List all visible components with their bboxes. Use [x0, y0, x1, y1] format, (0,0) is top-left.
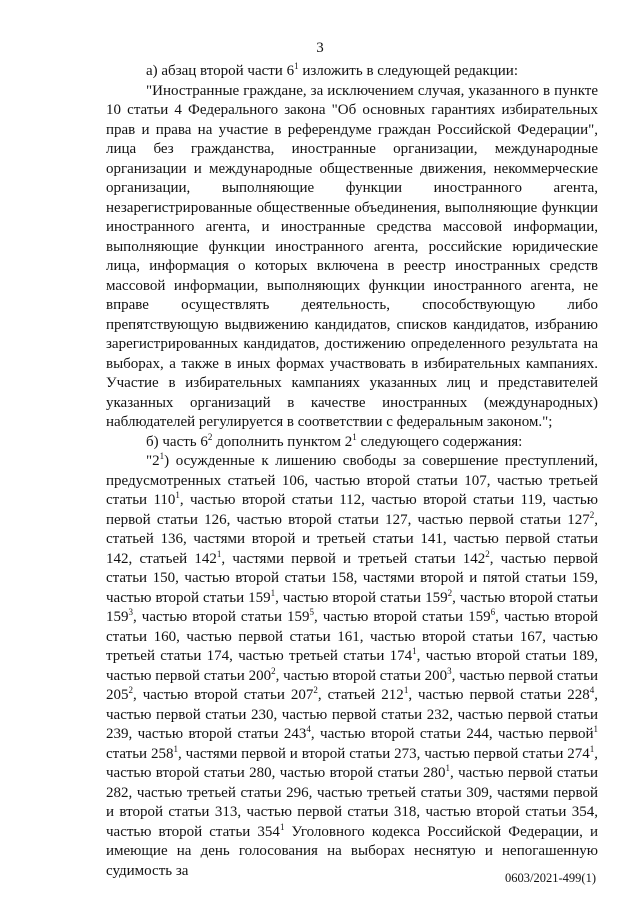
text-run: , частью второй статьи 244, частью первой: [310, 726, 594, 742]
text-run: , частью второй статьи 280, частью второй статьи 280: [106, 745, 599, 781]
text-run: "2: [146, 453, 160, 469]
superscript-index: 1: [175, 490, 180, 500]
page-number: 3: [316, 40, 324, 56]
text-run: Уголовного кодекса Российской Федерации, и имеющие на день голосования на выборах неснятую и непогашенную судимость за: [106, 823, 598, 879]
superscript-index: 1: [270, 587, 276, 598]
text-run: , частями первой и третьей статьи 142: [221, 550, 486, 567]
superscript-index: 1: [403, 685, 409, 695]
superscript-index: 1: [216, 548, 222, 559]
text-run: , частью второй статьи 112, частью второй статьи 119, частью первой статьи 126, частью второй статьи 127, частью первой статьи 127: [106, 492, 598, 528]
text-run: б) часть 6: [146, 433, 208, 450]
superscript-index: 1: [445, 763, 450, 773]
paragraph-a-quote: [106, 82, 598, 433]
superscript-index: 1: [412, 646, 417, 656]
paragraph-b-quote: [106, 452, 598, 881]
superscript-index: 2: [589, 509, 595, 520]
text-run: , частью первой статьи 150, частью второй статьи 158, частями второй и пятой статьи 159, частью второй статьи 159: [106, 550, 599, 606]
paragraph-b: [106, 433, 598, 453]
superscript-index: 1: [589, 743, 595, 754]
superscript-index: 2: [313, 685, 318, 695]
text-run: , частью первой статьи 282, частью третьей статьи 296, частью третьей статьи 309, частями первой и второй статьи 313, частью первой статьи 318, частью второй статьи 354, частью второй статьи 354: [106, 765, 598, 840]
text-run: следующего содержания:: [356, 433, 523, 450]
text-run: , частями первой и второй статьи 273, частью первой статьи 274: [178, 745, 590, 762]
document-body: [106, 62, 598, 881]
superscript-index: 1: [173, 743, 178, 754]
superscript-index: 5: [309, 607, 315, 617]
superscript-index: 2: [207, 431, 213, 442]
text-run: , частью второй статьи 200: [275, 667, 448, 684]
superscript-index: 2: [271, 665, 276, 676]
text-run: , частью второй статьи 159: [275, 589, 448, 606]
text-run: , статьей 136, частями второй и третьей статьи 141, частью первой статьи 142, статьей 142: [106, 511, 598, 567]
text-run: изложить в следующей редакции:: [298, 63, 518, 79]
superscript-index: 3: [447, 665, 452, 676]
text-run: "Иностранные граждане, за исключением случая, указанного в пункте 10 статьи 4 Федерального закона "Об основных гарантиях избирательных прав и права на участие в референдуме граждан Российской Федерации", лица без гражданства, иностранные организации, международные организации и международные общественные движения, некоммерческие организации, выполняющие функции иностранного агента, незарегистрированные общественные объединения, выполняющие функции иностранного агента, и иностранные средства массовой информации, выполняющие функции иностранного агента, российские юридические лица, информация о которых включена в реестр иностранных средств массовой информации, выполняющих функции иностранного агента, не вправе осуществлять деятельность, способствующую либо препятствующую выдвижению кандидатов, списков кандидатов, избранию зарегистрированных кандидатов, достижению определенного результата на выборах, а также в иных формах участвовать в избирательных кампаниях. Участие в избирательных кампаниях указанных лиц и представителей указанных организаций в качестве иностранных (международных) наблюдателей регулируется в соответствии с федеральным законом.";: [106, 82, 598, 430]
superscript-index: 1: [279, 821, 285, 832]
paragraph-a: [106, 62, 598, 82]
superscript-index: 1: [593, 724, 598, 734]
text-run: а) абзац второй части 6: [146, 63, 295, 79]
superscript-index: 3: [128, 607, 133, 617]
text-run: , частью второй статьи 189, частью первой статьи 200: [106, 648, 599, 684]
superscript-index: 2: [447, 587, 453, 598]
text-run: , частью первой статьи 228: [408, 687, 590, 703]
superscript-index: 1: [159, 451, 165, 461]
text-run: , частью второй статьи 207: [133, 687, 314, 703]
superscript-index: 6: [490, 607, 496, 617]
document-code: 0603/2021-499(1): [505, 871, 596, 885]
text-run: , частью второй статьи 159: [133, 609, 310, 625]
text-run: ) осужденные к лишению свободы за совершение преступлений, предусмотренных статьей 106, частью второй статьи 107, частью третьей статьи 110: [106, 453, 598, 508]
text-run: , частью второй статьи 159: [106, 589, 598, 625]
text-run: , частью второй статьи 160, частью первой статьи 161, частью второй статьи 167, частью третьей статьи 174, частью третьей статьи 174: [106, 609, 598, 664]
superscript-index: 2: [485, 548, 490, 559]
superscript-index: 1: [352, 431, 357, 442]
superscript-index: 2: [128, 685, 133, 695]
text-run: дополнить пунктом 2: [212, 433, 353, 450]
superscript-index: 4: [589, 685, 595, 695]
text-run: статьи 258: [106, 745, 174, 762]
text-run: , частью первой статьи 205: [106, 667, 599, 703]
text-run: , статьей 212: [317, 687, 404, 703]
text-run: , частью первой статьи 230, частью первой статьи 232, частью первой статьи 239, частью второй статьи 243: [106, 687, 598, 742]
text-run: , частью второй статьи 159: [314, 609, 491, 625]
superscript-index: 4: [306, 724, 311, 734]
superscript-index: 1: [294, 61, 299, 71]
